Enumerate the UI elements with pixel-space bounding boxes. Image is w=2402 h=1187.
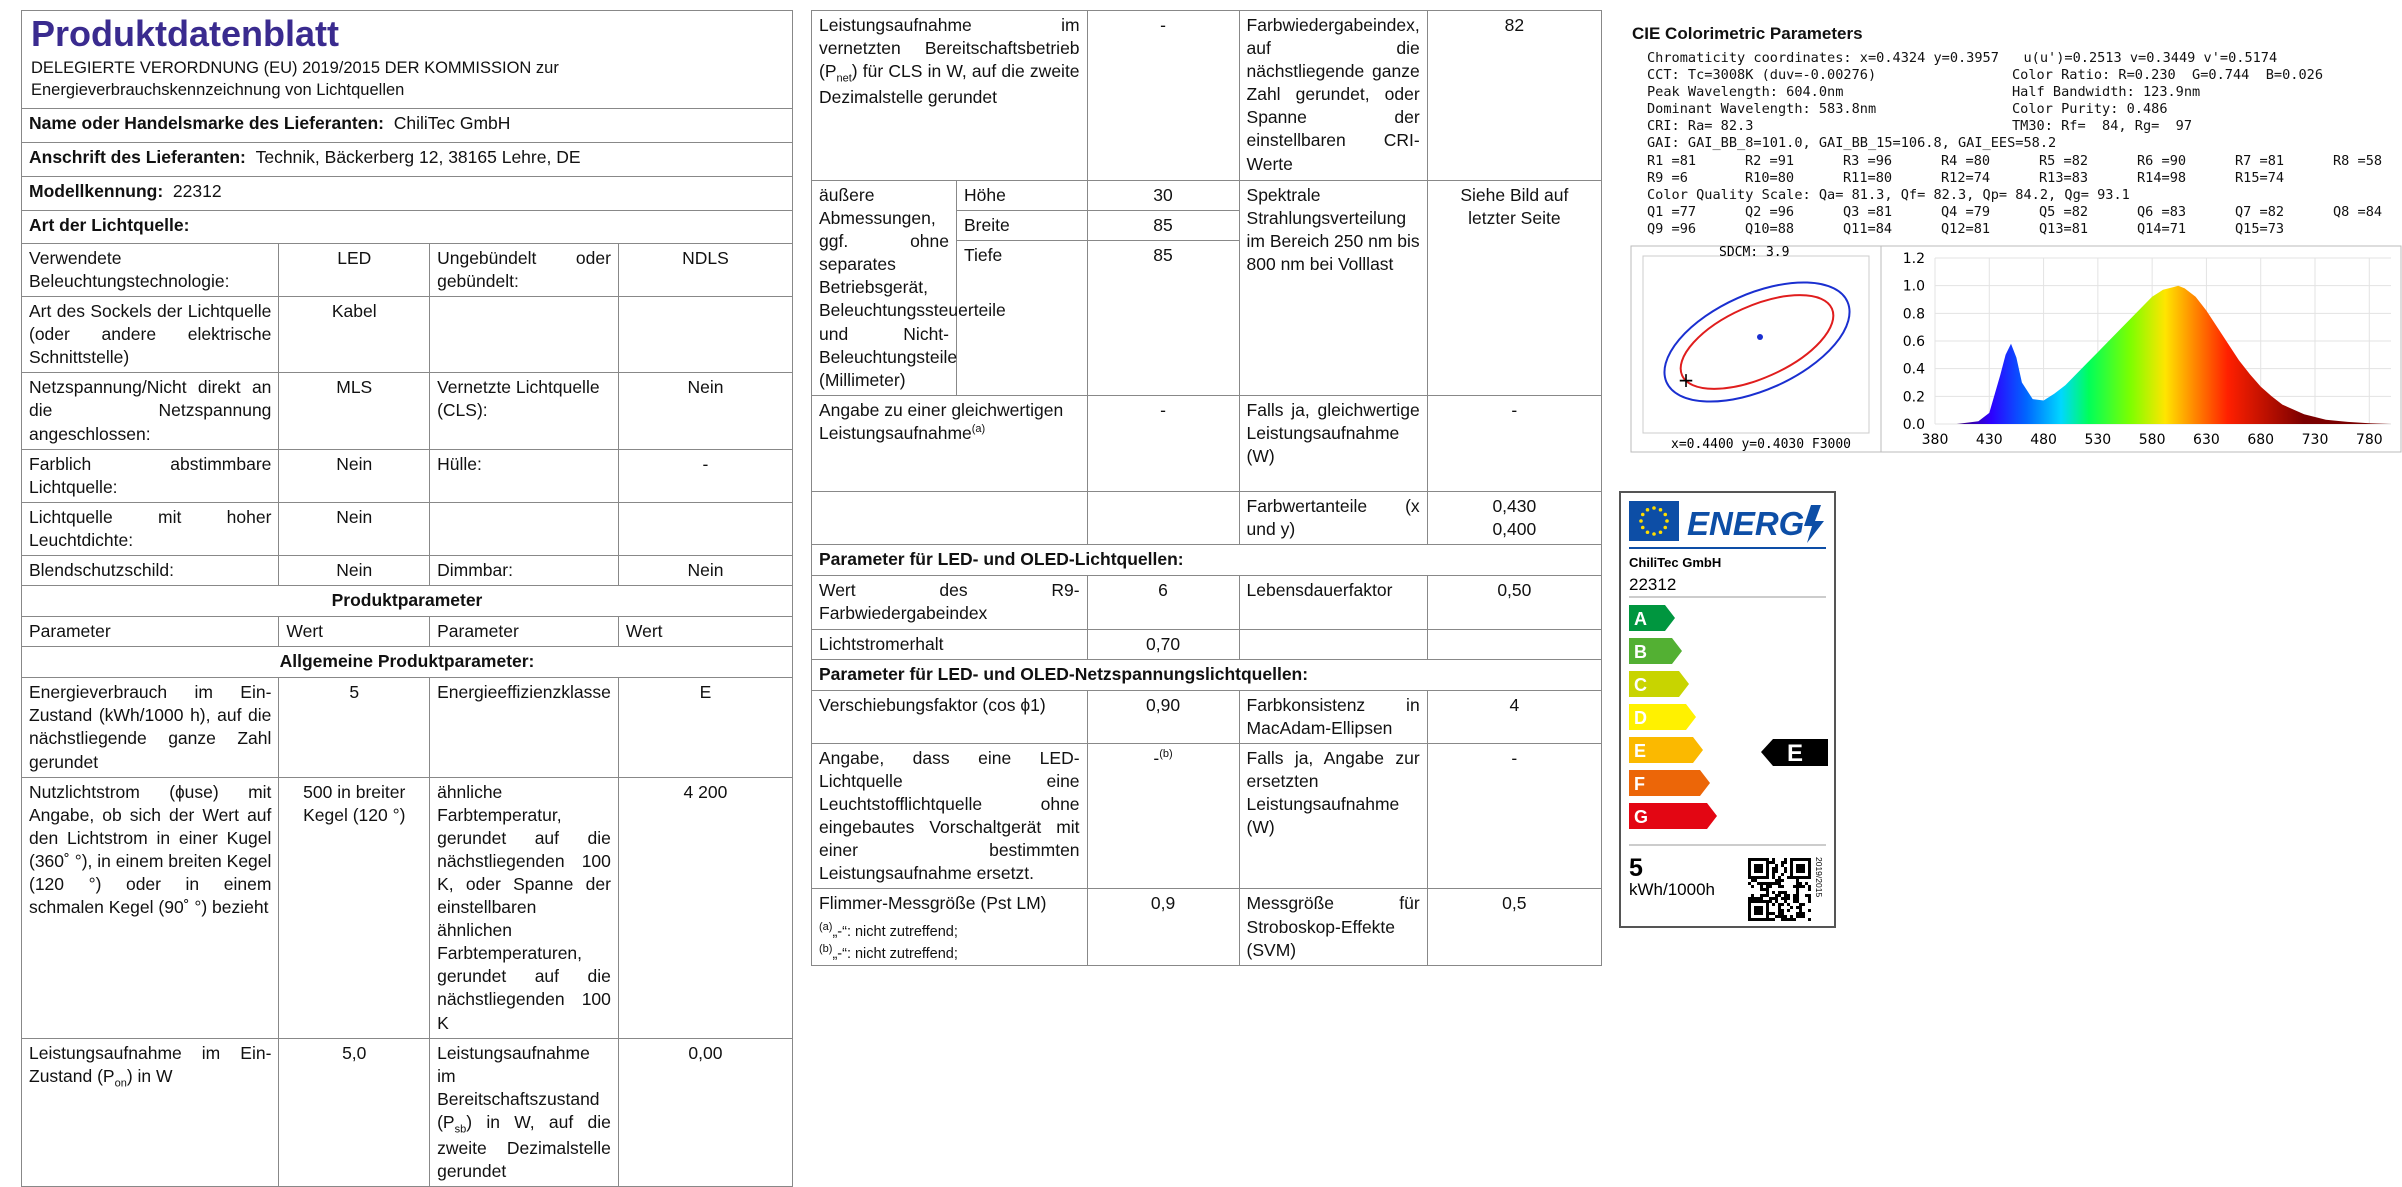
- cri-r-value-0: R1 =81: [1647, 153, 1697, 169]
- mains-value: MLS: [279, 373, 430, 449]
- networked-standby-label: Leistungsaufnahme im vernetzten Bereitschaftsbetrieb $(P_{net})$ für CLS in W, auf die zweite Dezimalstelle gerundet: [812, 11, 1088, 181]
- cri-r-value-b-6: R15=74: [2235, 170, 2285, 186]
- x-tick-label: 380: [1921, 432, 1949, 448]
- cap-type-label: Art des Sockels der Lichtquelle (oder andere elektrische Schnittstelle): [22, 297, 279, 373]
- eu-star: [1652, 506, 1656, 510]
- lumen-maintenance-value: 0,70: [1087, 629, 1239, 659]
- survival-factor-value: 0,50: [1427, 576, 1601, 629]
- efficiency-class-scale: [1629, 605, 1717, 829]
- cri-value: 82: [1427, 11, 1601, 181]
- on-mode-power-value: 5,0: [279, 1038, 430, 1186]
- height-label: Höhe: [957, 181, 1088, 211]
- equivalent-power-w-label: Falls ja, gleichwertige Leistungsaufnahme (W): [1239, 396, 1427, 492]
- cri-line: CRI: Ra= 82.3: [1647, 118, 1754, 134]
- light-source-heading: Art der Lichtquelle:: [22, 210, 793, 243]
- envelope-value: -: [618, 449, 792, 502]
- x-tick-label: 430: [1975, 432, 2003, 448]
- depth-value: 85: [1087, 241, 1239, 396]
- tm30-line: TM30: Rf= 84, Rg= 97: [2012, 118, 2193, 134]
- footnote-a: $^{(a)}$„-“: nicht zutreffend;: [819, 921, 958, 940]
- cqs-q-value-3: Q4 =79: [1941, 204, 1991, 220]
- cap-type-value: Kabel: [279, 297, 430, 373]
- replacement-claim-label: Angabe, dass eine LED-Lichtquelle eine Leuchtstofflichtquelle ohne eingebautes Vorschaltgerät mit einer bestimmten Leistungsaufnahme ersetzt.: [812, 743, 1088, 889]
- eu-star: [1641, 513, 1645, 517]
- cri-r-value-b-2: R11=80: [1843, 170, 1893, 186]
- class-letter-d: D: [1634, 708, 1647, 728]
- cqs-q-value-b-4: Q13=81: [2039, 221, 2089, 237]
- displacement-factor-value: 0,90: [1087, 690, 1239, 743]
- glare-shield-value: Nein: [279, 556, 430, 586]
- rating-arrow: [1761, 739, 1828, 767]
- cqs-line: Color Quality Scale: Qa= 81.3, Qf= 82.3, Qp= 84.2, Qg= 93.1: [1647, 187, 2130, 203]
- cri-r-value-4: R5 =82: [2039, 153, 2089, 169]
- header-value: Wert: [279, 617, 430, 647]
- spectral-distribution-label: Spektrale Strahlungsverteilung im Bereich 250 nm bis 800 nm bei Volllast: [1239, 181, 1427, 396]
- width-label: Breite: [957, 211, 1088, 241]
- r9-value: 6: [1087, 576, 1239, 629]
- colour-consistency-label: Farbkonsistenz in MacAdam-Ellipsen: [1239, 690, 1427, 743]
- cqs-q-value-b-2: Q11=84: [1843, 221, 1893, 237]
- high-luminance-label: Lichtquelle mit hoher Leuchtdichte:: [22, 502, 279, 555]
- height-value: 30: [1087, 181, 1239, 211]
- replacement-claim-value: -$^{(b)}$: [1087, 743, 1239, 889]
- eu-star: [1665, 519, 1669, 523]
- cri-r-value-1: R2 =91: [1745, 153, 1795, 169]
- page-title: Produktdatenblatt: [31, 13, 340, 54]
- chromaticity-label: Farbwertanteile (x und y): [1239, 492, 1427, 545]
- cri-r-value-7: R8 =58: [2333, 153, 2383, 169]
- led-params-heading: Parameter für LED- und OLED-Lichtquellen:: [812, 545, 1602, 576]
- width-value: 85: [1087, 211, 1239, 241]
- on-mode-power-label: Leistungsaufnahme im Ein-Zustand $(P_{on})$ in W: [22, 1038, 279, 1186]
- address-row: Anschrift des Lieferanten: Technik, Bäckerberg 12, 38165 Lehre, DE: [22, 142, 793, 176]
- envelope-label: Hülle:: [430, 449, 619, 502]
- eu-star: [1659, 508, 1663, 512]
- spectral-distribution-value: Siehe Bild auf letzter Seite: [1427, 181, 1601, 396]
- class-letter-c: C: [1634, 675, 1647, 695]
- class-letter-b: B: [1634, 642, 1647, 662]
- cri-r-value-b-5: R14=98: [2137, 170, 2187, 186]
- dimmable-value: Nein: [618, 556, 792, 586]
- cri-r-value-b-4: R13=83: [2039, 170, 2089, 186]
- cqs-q-value-1: Q2 =96: [1745, 204, 1795, 220]
- displacement-factor-label: Verschiebungsfaktor (cos ϕ1): [812, 690, 1088, 743]
- directional-label: Ungebündelt oder gebündelt:: [430, 243, 619, 296]
- standby-power-label: Leistungsaufnahme im Bereitschaftszustand $(P_{sb})$ in W, auf die zweite Dezimalstelle gerundet: [430, 1038, 619, 1186]
- x-tick-label: 630: [2193, 432, 2220, 448]
- cct-label: ähnliche Farbtemperatur, gerundet auf die nächstliegenden 100 K, oder Spanne der einstellbaren ähnlichen Farbtemperaturen, gerundet auf die nächstliegenden 100 K: [430, 777, 619, 1038]
- equivalent-power-label: Angabe zu einer gleichwertigen Leistungsaufnahme$^{(a)}$: [812, 396, 1088, 492]
- y-tick-label: 0.6: [1902, 334, 1925, 350]
- networked-standby-value: -: [1087, 11, 1239, 181]
- consumption-unit: kWh/1000h: [1629, 880, 1715, 899]
- supplier-row: Name oder Handelsmarke des Lieferanten: ChiliTec GmbH: [22, 108, 793, 142]
- glare-shield-label: Blendschutzschild:: [22, 556, 279, 586]
- model-value: 22312: [172, 180, 222, 201]
- x-tick-label: 730: [2301, 432, 2329, 448]
- peak-wavelength-line: Peak Wavelength: 604.0nm: [1647, 84, 1844, 100]
- cri-r-value-2: R3 =96: [1843, 153, 1893, 169]
- stroboscopic-value: 0,5: [1427, 889, 1601, 965]
- dimmable-label: Dimmbar:: [430, 556, 619, 586]
- cqs-q-value-b-6: Q15=73: [2235, 221, 2285, 237]
- x-tick-label: 680: [2247, 432, 2275, 448]
- cri-label: Farbwiedergabeindex, auf die nächstliegende ganze Zahl gerundet, oder Spanne der einstellbaren CRI-Werte: [1239, 11, 1427, 181]
- energy-consumption-label: Energieverbrauch im Ein-Zustand (kWh/1000 h), auf die nächstliegende ganze Zahl gerundet: [22, 678, 279, 777]
- x-tick-label: 580: [2138, 432, 2166, 448]
- y-tick-label: 1.0: [1902, 278, 1925, 295]
- cct-line: CCT: Tc=3008K (duv=-0.00276): [1647, 67, 1877, 83]
- y-tick-label: 0.2: [1902, 389, 1925, 406]
- eu-star: [1639, 519, 1643, 523]
- product-data-table: [21, 10, 793, 1187]
- y-tick-label: 0.0: [1902, 417, 1925, 433]
- depth-label: Tiefe: [957, 241, 1088, 396]
- cct-value: 4 200: [618, 777, 792, 1038]
- spectrum-x-ticks: [1922, 432, 2383, 448]
- replaced-power-value: -: [1427, 743, 1601, 889]
- x-tick-label: 530: [2084, 432, 2112, 448]
- equivalent-power-value: -: [1087, 396, 1239, 492]
- cqs-q-value-2: Q3 =81: [1843, 204, 1893, 220]
- regulation-text: DELEGIERTE VERORDNUNG (EU) 2019/2015 DER KOMMISSION zur Energieverbrauchskennzeichnung von Lichtquellen: [31, 59, 559, 100]
- cqs-q-value-5: Q6 =83: [2137, 204, 2187, 220]
- header-value-2: Wert: [618, 617, 792, 647]
- consumption-value: 5: [1629, 854, 1643, 882]
- flicker-label: Flimmer-Messgröße (Pst LM): [812, 889, 1088, 965]
- high-luminance-value: Nein: [279, 502, 430, 555]
- product-data-table-2: [811, 10, 1602, 966]
- energ-wordmark: ENERG: [1687, 505, 1805, 542]
- footnotes: [819, 920, 958, 964]
- sdcm-label: SDCM: 3.9: [1719, 245, 1790, 260]
- target-point-marker: +: [1677, 368, 1695, 392]
- lumen-maintenance-label: Lichtstromerhalt: [812, 629, 1088, 659]
- cls-value: Nein: [618, 373, 792, 449]
- class-letter-a: A: [1634, 609, 1647, 629]
- efficiency-class-label: Energieeffizienzklasse: [430, 678, 619, 777]
- energy-bolt-icon: [1804, 505, 1824, 543]
- cri-r-value-5: R6 =90: [2137, 153, 2187, 169]
- eu-star: [1663, 513, 1667, 517]
- r9-label: Wert des R9-Farbwiedergabeindex: [812, 576, 1088, 629]
- efficiency-class-value: E: [618, 678, 792, 777]
- energy-consumption-value: 5: [279, 678, 430, 777]
- x-tick-label: 480: [2030, 432, 2057, 448]
- class-letter-e: E: [1634, 741, 1647, 761]
- cls-label: Vernetzte Lichtquelle (CLS):: [430, 373, 619, 449]
- standby-power-value: 0,00: [618, 1038, 792, 1186]
- cri-r-value-6: R7 =81: [2235, 153, 2285, 169]
- useful-flux-label: Nutzlichtstrom (ɸuse) mit Angabe, ob sich der Wert auf den Lichtstrom in einer Kugel (360˚ °), in einem breiten Kegel (120 °) oder in einem schmalen Kegel (90˚ °) bezieht: [22, 777, 279, 1038]
- class-letter-g: G: [1634, 807, 1649, 827]
- header-parameter: Parameter: [22, 617, 279, 647]
- cqs-q-value-b-5: Q14=71: [2137, 221, 2187, 237]
- cqs-q-value-b-1: Q10=88: [1745, 221, 1795, 237]
- spectrum-area: [1935, 286, 2391, 424]
- general-params-heading: Allgemeine Produktparameter:: [22, 647, 793, 678]
- ellipse-panel-frame: [1631, 246, 1881, 452]
- eu-star: [1663, 526, 1667, 530]
- mains-label: Netzspannung/Nicht direkt an die Netzspannung angeschlossen:: [22, 373, 279, 449]
- model-row: Modellkennung: 22312: [22, 176, 793, 210]
- stroboscopic-label: Messgröße für Stroboskop-Effekte (SVM): [1239, 889, 1427, 965]
- tunable-label: Farblich abstimmbare Lichtquelle:: [22, 449, 279, 502]
- regulation-code: 2019/2015: [1814, 857, 1824, 898]
- cri-r-value-b-0: R9 =6: [1647, 170, 1688, 186]
- replaced-power-label: Falls ja, Angabe zur ersetzten Leistungsaufnahme (W): [1239, 743, 1427, 889]
- cie-colorimetric-panel: [1622, 14, 2402, 464]
- gai-line: GAI: GAI_BB_8=101.0, GAI_BB_15=106.8, GAI_EES=58.2: [1647, 135, 2057, 151]
- flicker-value: 0,9: [1087, 889, 1239, 965]
- equivalent-power-w-value: -: [1427, 396, 1601, 492]
- eu-star: [1646, 530, 1650, 534]
- tunable-value: Nein: [279, 449, 430, 502]
- label-model: 22312: [1629, 575, 1677, 594]
- x-tick-label: 780: [2355, 432, 2383, 448]
- header-parameter-2: Parameter: [430, 617, 619, 647]
- led-mains-heading: Parameter für LED- und OLED-Netzspannungslichtquellen:: [812, 659, 1602, 690]
- ellipse-caption: x=0.4400 y=0.4030 F3000: [1671, 437, 1852, 452]
- cqs-q-value-6: Q7 =82: [2235, 204, 2285, 220]
- colour-consistency-value: 4: [1427, 690, 1601, 743]
- cqs-q-value-b-3: Q12=81: [1941, 221, 1991, 237]
- cri-r-value-3: R4 =80: [1941, 153, 1991, 169]
- product-params-heading: Produktparameter: [22, 586, 793, 617]
- chromaticity-line: Chromaticity coordinates: x=0.4324 y=0.3957 u(u')=0.2513 v=0.3449 v'=0.5174: [1647, 50, 2278, 66]
- label-supplier: ChiliTec GmbH: [1629, 555, 1722, 570]
- qr-code: [1748, 858, 1811, 921]
- eu-star: [1646, 508, 1650, 512]
- eu-star: [1641, 526, 1645, 530]
- cie-charts: [1631, 246, 2401, 456]
- y-tick-label: 0.4: [1902, 361, 1925, 378]
- survival-factor-label: Lebensdauerfaktor: [1239, 576, 1427, 629]
- cri-r-value-b-1: R10=80: [1745, 170, 1795, 186]
- eu-star: [1652, 532, 1656, 536]
- cqs-q-value-b-0: Q9 =96: [1647, 221, 1697, 237]
- y-tick-label: 1.2: [1902, 251, 1925, 267]
- spectrum-y-ticks: [1903, 251, 1925, 433]
- directional-value: NDLS: [618, 243, 792, 296]
- technology-value: LED: [279, 243, 430, 296]
- cqs-q-value-0: Q1 =77: [1647, 204, 1697, 220]
- cie-title: CIE Colorimetric Parameters: [1632, 24, 1863, 43]
- color-ratio-line: Color Ratio: R=0.230 G=0.744 B=0.026: [2012, 67, 2323, 83]
- dimensions-label: äußere Abmessungen, ggf. ohne separates Betriebsgerät, Beleuchtungssteuerteile und Nicht-Beleuchtungsteile (Millimeter): [812, 181, 957, 396]
- supplier-value: ChiliTec GmbH: [393, 112, 511, 133]
- half-bandwidth-line: Half Bandwidth: 123.9nm: [2012, 84, 2201, 100]
- energy-label-graphic: [1621, 493, 1834, 926]
- rating-letter: E: [1786, 740, 1804, 767]
- address-value: Technik, Bäckerberg 12, 38165 Lehre, DE: [255, 146, 581, 167]
- color-purity-line: Color Purity: 0.486: [2012, 101, 2168, 117]
- footnote-b: $^{(b)}$„-“: nicht zutreffend;: [819, 943, 958, 962]
- class-letter-f: F: [1634, 774, 1645, 794]
- cqs-q-value-4: Q5 =82: [2039, 204, 2089, 220]
- cqs-q-value-7: Q8 =84: [2333, 204, 2383, 220]
- useful-flux-value: 500 in breiter Kegel (120 °): [279, 777, 430, 1038]
- cri-r-value-b-3: R12=74: [1941, 170, 1991, 186]
- dominant-wavelength-line: Dominant Wavelength: 583.8nm: [1647, 101, 1877, 117]
- technology-label: Verwendete Beleuchtungstechnologie:: [22, 243, 279, 296]
- eu-star: [1659, 530, 1663, 534]
- chromaticity-value: 0,430 0,400: [1427, 492, 1601, 545]
- y-tick-label: 0.8: [1902, 306, 1925, 323]
- macadam-ellipse-outer: [1647, 258, 1867, 426]
- energy-label: [1619, 491, 1836, 928]
- measured-point: [1757, 334, 1763, 340]
